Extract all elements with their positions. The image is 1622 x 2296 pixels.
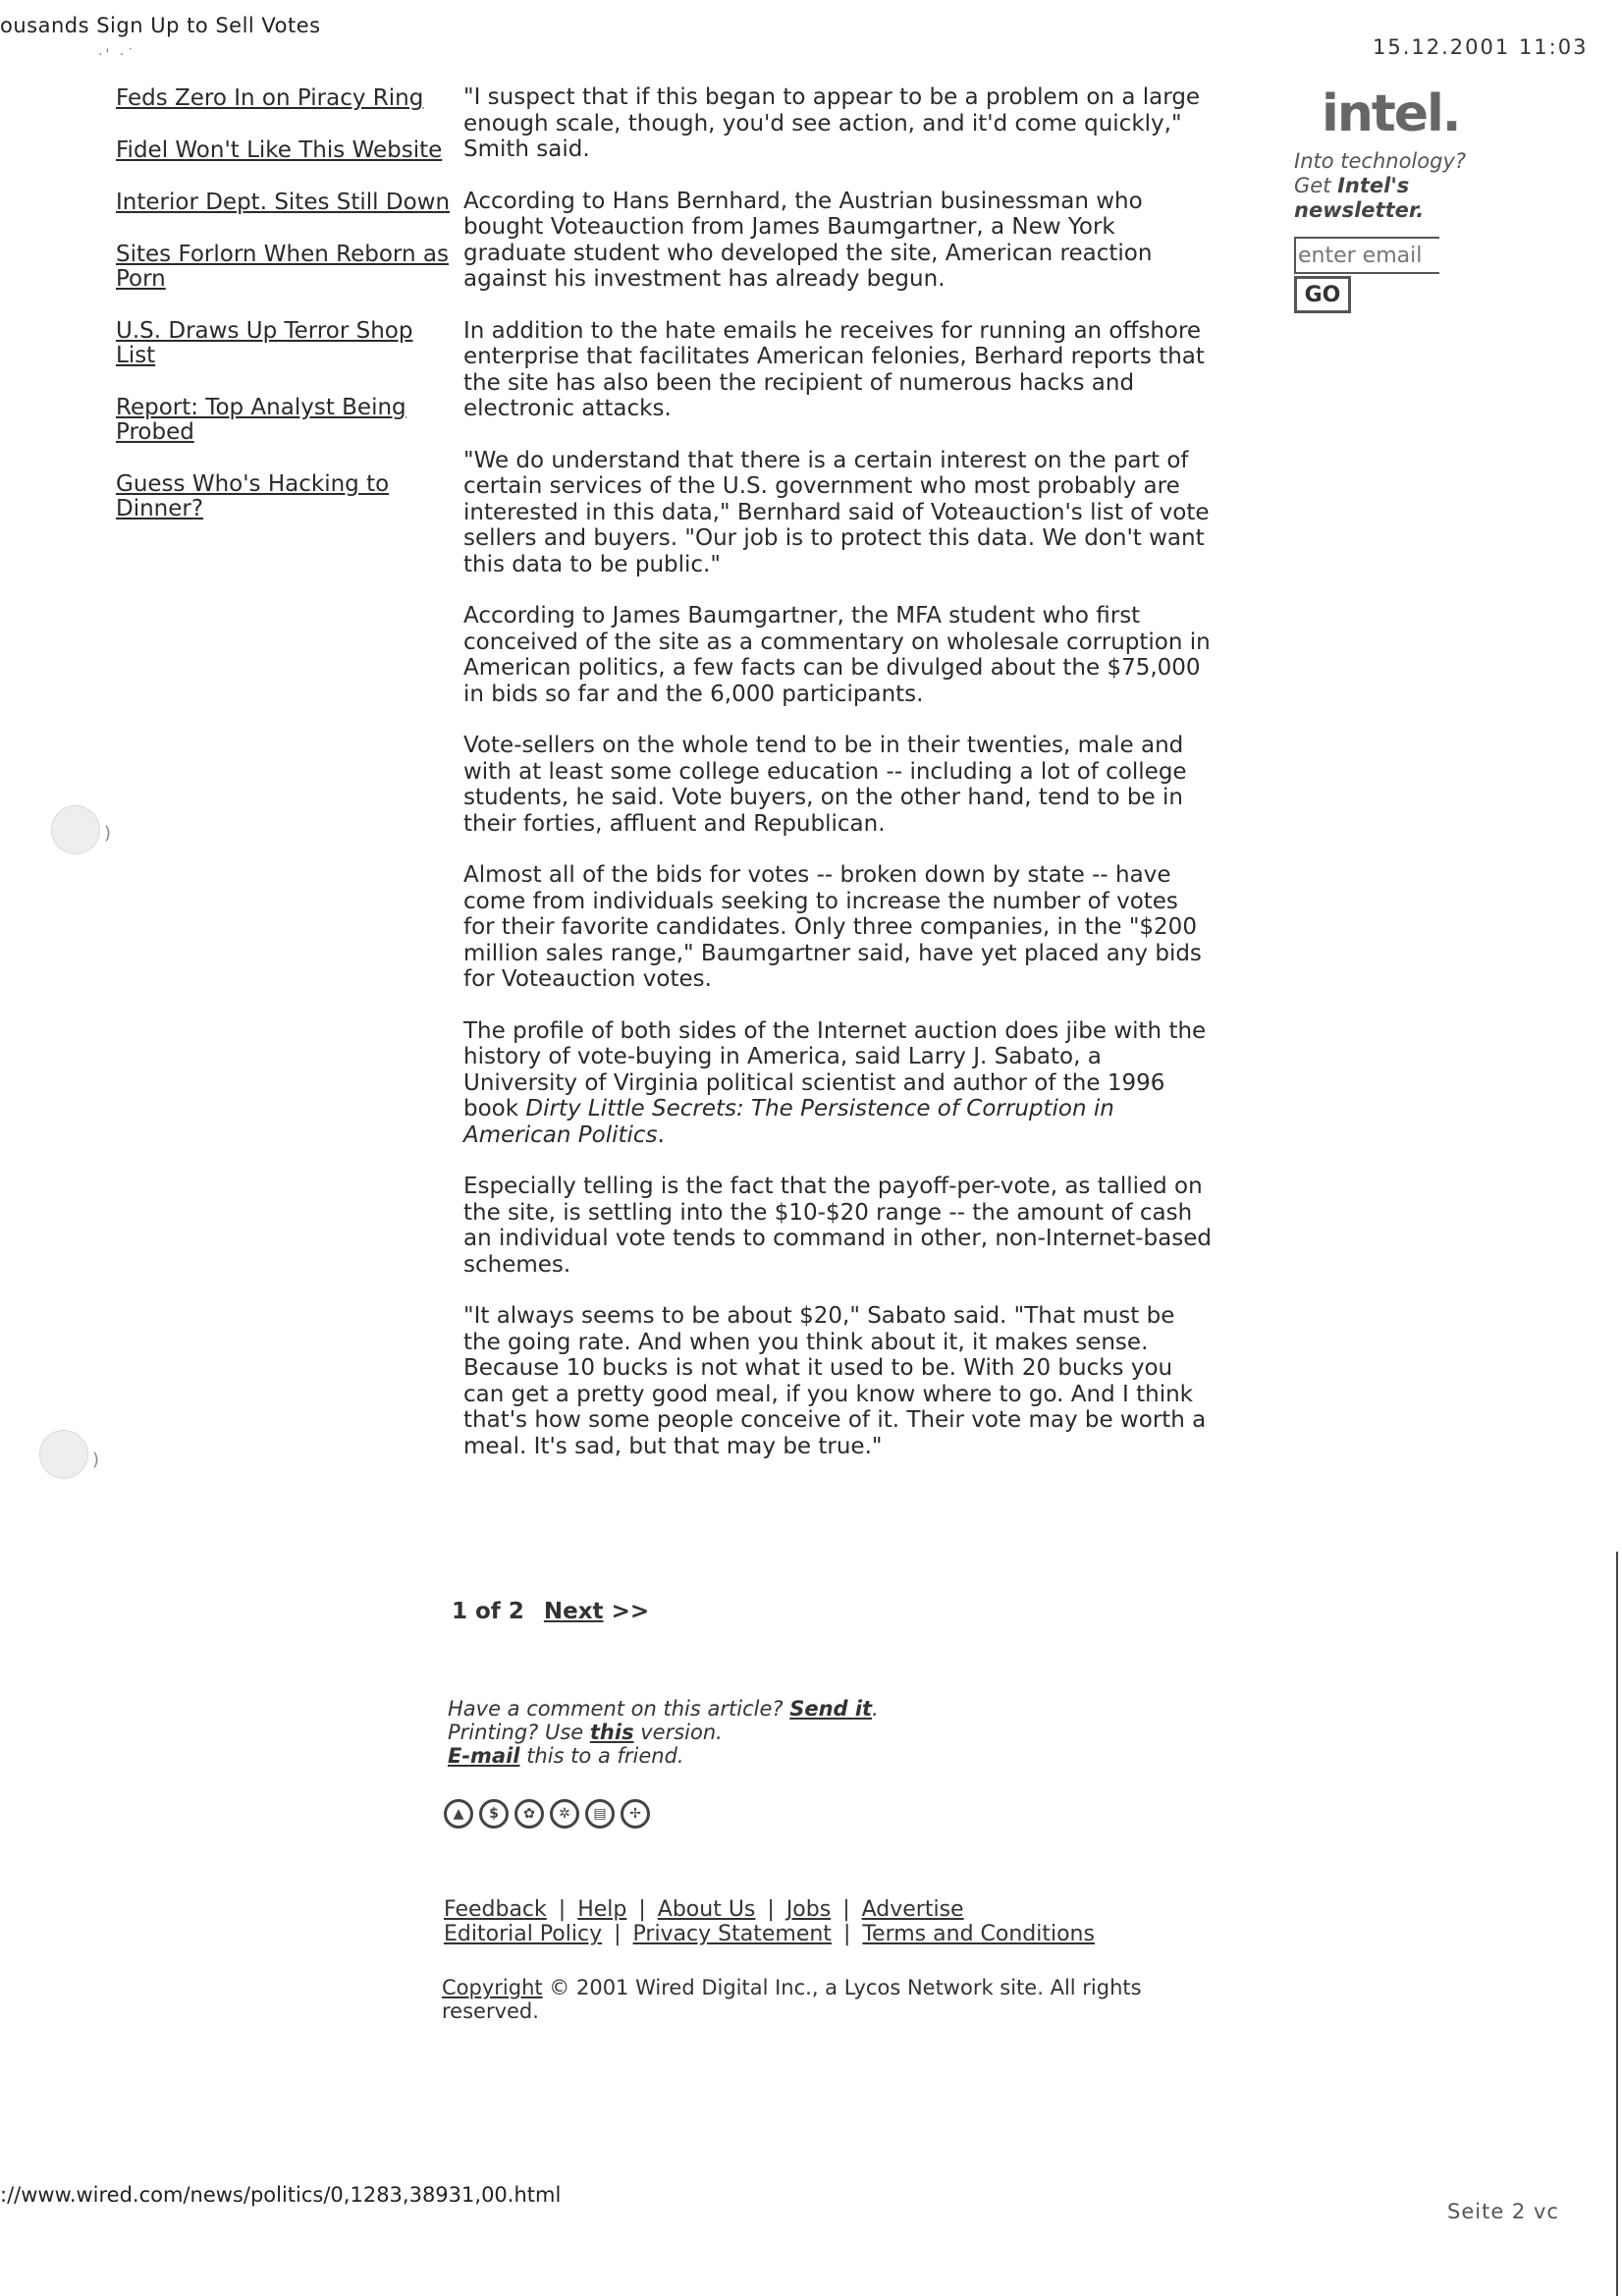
scan-edge bbox=[1616, 1552, 1618, 2296]
site-footer bbox=[444, 1897, 1095, 1946]
article-paragraph: "We do understand that there is a certain interest on the part of certain services of the U.S. government who most probably are interested in this data," Bernhard said of Voteauction's list of vote sellers and buyers. "Our job is to protect this data. We don't want this data to be public." bbox=[463, 447, 1210, 577]
page-url: ://www.wired.com/news/politics/0,1283,38931,00.html bbox=[0, 2183, 562, 2207]
footer-row bbox=[444, 1922, 1095, 1946]
comment-line: Have a comment on this article? Send it. bbox=[448, 1697, 879, 1721]
gear-icon[interactable]: ✿ bbox=[514, 1799, 544, 1829]
footer-link-feedback[interactable]: Feedback bbox=[444, 1897, 547, 1922]
footer-row bbox=[444, 1897, 1095, 1922]
article-paragraph: According to Hans Bernhard, the Austrian businessman who bought Voteauction from James Baumgartner, a New York graduate student who developed the site, American reaction against his investment has already begun. bbox=[463, 188, 1153, 292]
footer-separator: | bbox=[767, 1897, 775, 1922]
related-link[interactable]: U.S. Draws Up Terror Shop List bbox=[116, 318, 413, 368]
ad-line: Into technology? bbox=[1294, 149, 1467, 173]
next-page-link[interactable]: Next bbox=[543, 1599, 604, 1624]
print-line bbox=[448, 1721, 879, 1744]
email-friend-link[interactable]: E-mail bbox=[448, 1744, 520, 1768]
share-icons bbox=[444, 1799, 650, 1829]
related-link[interactable]: Fidel Won't Like This Website bbox=[116, 137, 443, 163]
footer-link-privacy[interactable]: Privacy Statement bbox=[632, 1922, 832, 1946]
email-text: this to a friend. bbox=[519, 1744, 684, 1768]
comment-text: Have a comment on this article? bbox=[448, 1697, 790, 1721]
footer-separator: | bbox=[558, 1897, 567, 1922]
footer-link-help[interactable]: Help bbox=[577, 1897, 627, 1922]
ad-copy bbox=[1294, 149, 1530, 223]
article-paragraph: "I suspect that if this began to appear to be a problem on a large enough scale, though, you'd see action, and it'd come quickly," Smith said. bbox=[463, 84, 1201, 162]
footer-link-jobs[interactable]: Jobs bbox=[785, 1897, 832, 1922]
related-links bbox=[116, 86, 455, 549]
book-title: Dirty Little Secrets: The Persistence of Corruption in American Politics bbox=[463, 1096, 1114, 1148]
punch-hole bbox=[39, 1430, 88, 1479]
ad-line bbox=[1294, 198, 1530, 223]
intel-newsletter-ad bbox=[1294, 84, 1530, 313]
intel-logo[interactable]: intel. bbox=[1322, 84, 1460, 143]
newsletter-email-input[interactable] bbox=[1294, 237, 1439, 274]
article-paragraph: In addition to the hate emails he receives for running an offshore enterprise that facilitates American felonies, Berhard reports that the site has also been the recipient of numerous hacks and electronic attacks. bbox=[463, 317, 1205, 421]
print-icon[interactable]: ▲ bbox=[444, 1799, 473, 1829]
ad-brand: Intel's bbox=[1337, 174, 1410, 197]
article-paragraph: According to James Baumgartner, the MFA student who first conceived of the site as a commentary on wholesale corruption in American politics, a few facts can be divulged about the $75,000 in bids so far and the 6,000 participants. bbox=[463, 603, 1211, 707]
scan-specks: ·' ·˙ bbox=[98, 47, 137, 63]
ad-line bbox=[1294, 174, 1530, 198]
page-number: Seite 2 vc bbox=[1447, 2200, 1559, 2223]
wheel-icon[interactable]: ✲ bbox=[550, 1799, 579, 1829]
related-link[interactable]: Guess Who's Hacking to Dinner? bbox=[116, 471, 390, 521]
ad-text: Get bbox=[1294, 174, 1338, 197]
punch-hole-mark: ) bbox=[104, 823, 112, 844]
footer-link-editorial[interactable]: Editorial Policy bbox=[444, 1922, 603, 1946]
paragraph-text: . bbox=[657, 1121, 665, 1148]
ad-newsletter: newsletter. bbox=[1294, 198, 1425, 222]
pagination bbox=[452, 1599, 649, 1624]
article-paragraph: "It always seems to be about $20," Sabato said. "That must be the going rate. And when you think about it, it makes sense. Because 10 bucks is not what it used to be. With 20 bucks you can get a pretty good meal, if you know where to go. And I think that's how some people conceive of it. Their vote may be worth a meal. It's sad, but that may be true." bbox=[463, 1303, 1207, 1459]
print-timestamp: 15.12.2001 11:03 bbox=[1373, 35, 1589, 59]
article-paragraph: Vote-sellers on the whole tend to be in their twenties, male and with at least some college education -- including a lot of college students, he said. Vote buyers, on the other hand, tend to be in their forties, affluent and Republican. bbox=[463, 733, 1187, 837]
page-position: 1 of 2 bbox=[452, 1599, 524, 1624]
copyright bbox=[442, 1976, 1149, 2023]
article-paragraph: Especially telling is the fact that the payoff-per-vote, as tallied on the site, is settling into the $10-$20 range -- the amount of cash an individual vote tends to command in other, non-Internet-based schemes. bbox=[463, 1174, 1212, 1278]
print-version-link[interactable]: this bbox=[589, 1721, 634, 1744]
dollar-icon[interactable]: $ bbox=[479, 1799, 509, 1829]
footer-separator: | bbox=[638, 1897, 646, 1922]
footer-separator: | bbox=[842, 1922, 851, 1946]
footer-separator: | bbox=[614, 1922, 622, 1946]
copyright-text: © 2001 Wired Digital Inc., a Lycos Network site. All rights reserved. bbox=[442, 1976, 1142, 2023]
paragraph-text: The profile of both sides of the Internet auction does jibe with the history of vote-buying in America, said Larry J. Sabato, a University of Virginia political scientist and author of the 1996 book bbox=[463, 1017, 1207, 1121]
copyright-link[interactable]: Copyright bbox=[442, 1976, 543, 1999]
email-line bbox=[448, 1744, 879, 1768]
punch-hole bbox=[51, 805, 100, 854]
newsletter-go-button[interactable]: GO bbox=[1294, 276, 1351, 313]
send-comment-link[interactable]: Send it bbox=[789, 1697, 873, 1721]
footer-separator: | bbox=[842, 1897, 850, 1922]
related-link[interactable]: Sites Forlorn When Reborn as Porn bbox=[116, 242, 449, 292]
related-link[interactable]: Interior Dept. Sites Still Down bbox=[116, 190, 451, 215]
footer-link-advertise[interactable]: Advertise bbox=[861, 1897, 964, 1922]
page-header-title: ousands Sign Up to Sell Votes bbox=[0, 14, 321, 37]
article-body bbox=[463, 84, 1212, 1485]
print-text: Printing? Use bbox=[448, 1721, 590, 1744]
punch-hole-mark: ) bbox=[92, 1449, 100, 1470]
article-tools bbox=[448, 1697, 879, 1768]
footer-link-terms[interactable]: Terms and Conditions bbox=[862, 1922, 1095, 1946]
article-paragraph: Almost all of the bids for votes -- broken down by state -- have come from individuals seeking to increase the number of votes for their favorite candidates. Only three companies, in the "$200 million sales range," Baumgartner said, have yet placed any bids for Voteauction votes. bbox=[463, 862, 1202, 992]
related-link[interactable]: Feds Zero In on Piracy Ring bbox=[116, 85, 424, 111]
globe-icon[interactable]: ✢ bbox=[621, 1799, 650, 1829]
related-link[interactable]: Report: Top Analyst Being Probed bbox=[116, 395, 406, 445]
footer-link-about[interactable]: About Us bbox=[657, 1897, 756, 1922]
print-text-suffix: version. bbox=[633, 1721, 723, 1744]
next-arrows[interactable]: >> bbox=[611, 1599, 650, 1624]
article-paragraph bbox=[463, 1018, 1212, 1149]
news-icon[interactable]: ▤ bbox=[585, 1799, 615, 1829]
